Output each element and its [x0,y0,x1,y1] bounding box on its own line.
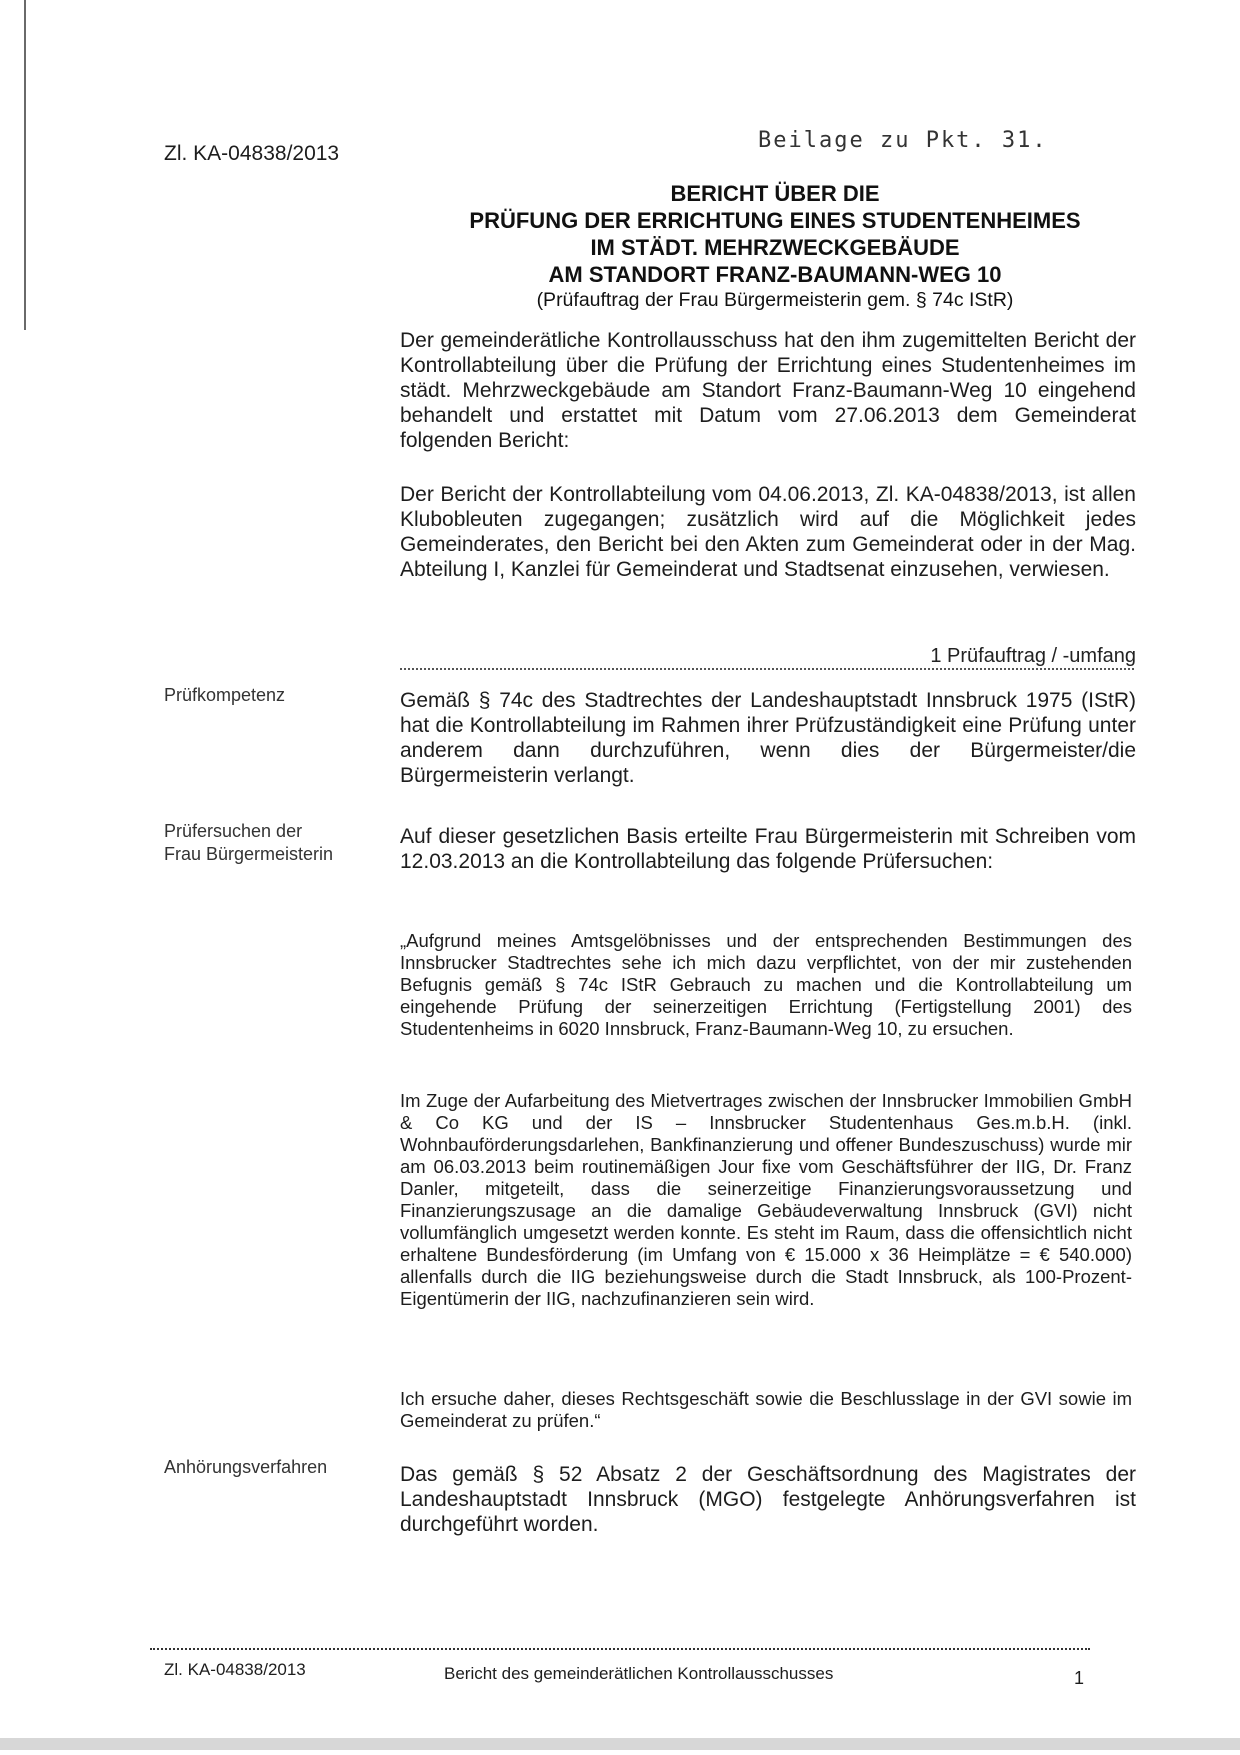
document-reference: Zl. KA-04838/2013 [164,142,340,165]
paragraph-pruefkompetenz: Gemäß § 74c des Stadtrechtes der Landeshauptstadt Innsbruck 1975 (IStR) hat die Kontrollabteilung im Rahmen ihrer Prüfzuständigkeit eine Prüfung unter anderem dann durchzuführen, wenn dies der Bürgermeister/die Bürgermeisterin verlangt. [400,689,1136,787]
quote-paragraph-3: Ich ersuche daher, dieses Rechtsgeschäft sowie die Beschlusslage in der GVI sowie im Gemeinderat zu prüfen.“ [400,1388,1132,1431]
footer-title: Bericht des gemeinderätlichen Kontrollausschusses [444,1664,834,1683]
footer-reference: Zl. KA-04838/2013 [164,1660,306,1679]
scan-edge-left [24,0,26,330]
paragraph-pruefersuchen: Auf dieser gesetzlichen Basis erteilte Frau Bürgermeisterin mit Schreiben vom 12.03.2013 an die Kontrollabteilung das folgende Prüfersuchen: [400,825,1136,873]
section-heading: 1 Prüfauftrag / -umfang [930,645,1136,667]
title-subtitle: (Prüfauftrag der Frau Bürgermeisterin gem. § 74c IStR) [536,289,1014,311]
margin-label-anhoerungsverfahren: Anhörungsverfahren [164,1457,328,1477]
margin-label-pruefersuchen [164,820,374,866]
paragraph-anhoerungsverfahren: Das gemäß § 52 Absatz 2 der Geschäftsordnung des Magistrates der Landeshauptstadt Innsbruck (MGO) festgelegte Anhörungsverfahren ist durchgeführt worden. [400,1463,1136,1536]
margin-label-pruefersuchen-line-1: Prüfersuchen der [164,821,303,841]
intro-paragraph-2: Der Bericht der Kontrollabteilung vom 04.06.2013, Zl. KA-04838/2013, ist allen Klubobleuten zugegangen; zusätzlich wird auf die Möglichkeit jedes Gemeinderates, den Bericht bei den Akten zum Gemeinderat oder in der Mag. Abteilung I, Kanzlei für Gemeinderat und Stadtsenat einzusehen, verwiesen. [400,483,1136,581]
footer-divider [150,1648,1090,1650]
page-number: 1 [1074,1668,1085,1688]
report-title [420,180,1130,313]
title-line-4: AM STANDORT FRANZ-BAUMANN-WEG 10 [548,262,1002,287]
quote-paragraph-1: „Aufgrund meines Amtsgelöbnisses und der entsprechenden Bestimmungen des Innsbrucker Stadtrechtes sehe ich mich dazu verpflichtet, von der mir zustehenden Befugnis gemäß § 74c IStR Gebrauch zu machen und die Kontrollabteilung um eingehende Prüfung der seinerzeitigen Errichtung (Fertigstellung 2001) des Studentenheims in 6020 Innsbruck, Franz-Baumann-Weg 10, zu ersuchen. [400,930,1132,1039]
title-line-1: BERICHT ÜBER DIE [670,181,880,206]
margin-label-pruefkompetenz: Prüfkompetenz [164,685,286,705]
margin-label-pruefersuchen-line-2: Frau Bürgermeisterin [164,844,334,864]
title-line-2: PRÜFUNG DER ERRICHTUNG EINES STUDENTENHEIMES [469,208,1081,233]
quote-paragraph-2: Im Zuge der Aufarbeitung des Mietvertrages zwischen der Innsbrucker Immobilien GmbH & Co KG und der IS – Innsbrucker Studentenhaus Ges.m.b.H. (inkl. Wohnbauförderungsdarlehen, Bankfinanzierung und offener Bundeszuschuss) wurde mir am 06.03.2013 beim routinemäßigen Jour fixe vom Geschäftsführer der IIG, Dr. Franz Danler, mitgeteilt, dass die seinerzeitige Finanzierungsvoraussetzung und Finanzierungszusage an die damalige Gebäudeverwaltung Innsbruck (GVI) nicht vollumfänglich umgesetzt werden konnte. Es steht im Raum, dass die offensichtlich nicht erhaltene Bundesförderung (im Umfang von € 15.000 x 36 Heimplätze = € 540.000) allenfalls durch die IIG beziehungsweise durch die Stadt Innsbruck, als 100-Prozent-Eigentümerin der IIG, nachzufinanzieren sein wird. [400,1090,1132,1309]
attachment-stamp: Beilage zu Pkt. 31. [758,128,1048,153]
title-line-3: IM STÄDT. MEHRZWECKGEBÄUDE [590,235,960,260]
section-divider [400,668,1134,670]
scan-edge-bottom [0,1738,1240,1750]
intro-paragraph-1: Der gemeinderätliche Kontrollausschuss hat den ihm zugemittelten Bericht der Kontrollabteilung über die Prüfung der Errichtung eines Studentenheimes im städt. Mehrzweckgebäude am Standort Franz-Baumann-Weg 10 eingehend behandelt und erstattet mit Datum vom 27.06.2013 dem Gemeinderat folgenden Bericht: [400,329,1136,452]
